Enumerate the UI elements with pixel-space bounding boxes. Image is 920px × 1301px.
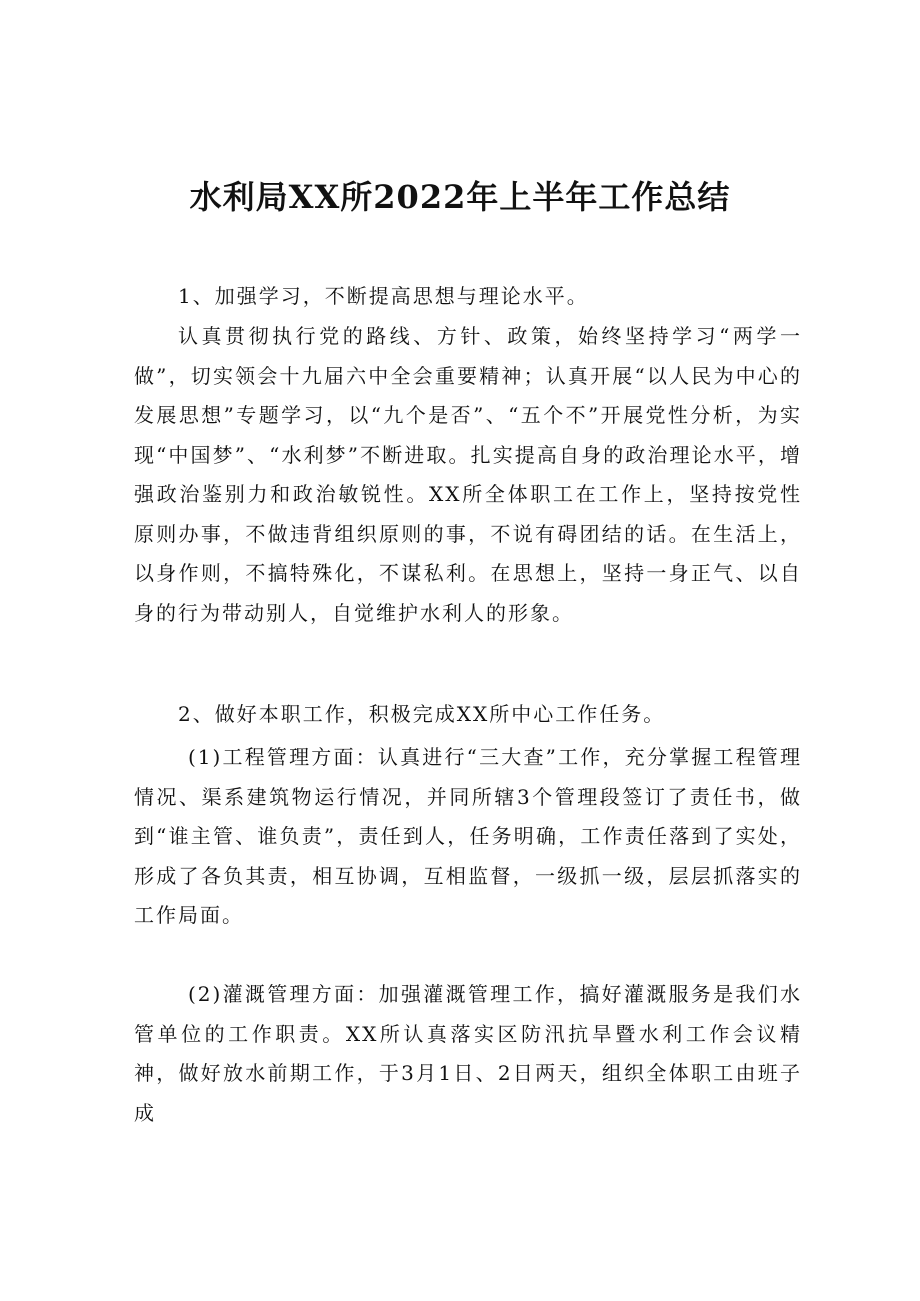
section-heading-1: 1、加强学习，不断提高思想与理论水平。: [178, 284, 589, 308]
paragraph-engineering-management: (1)工程管理方面：认真进行“三大查”工作，充分掌握工程管理情况、渠系建筑物运行情况，并同所辖3个管理段签订了责任书，做到“谁主管、谁负责”，责任到人，任务明确，工作责任落到了实处，形成了各负其责，相互协调，互相监督，一级抓一级，层层抓落实的工作局面。: [134, 745, 802, 927]
paragraph-study: 认真贯彻执行党的路线、方针、政策，始终坚持学习“两学一做”，切实领会十九届六中全会重要精神；认真开展“以人民为中心的发展思想”专题学习，以“九个是否”、“五个不”开展党性分析，为实现“中国梦”、“水利梦”不断进取。扎实提高自身的政治理论水平，增强政治鉴别力和政治敏锐性。XX所全体职工在工作上，坚持按党性原则办事，不做违背组织原则的事，不说有碍团结的话。在生活上，以身作则，不搞特殊化，不谋私利。在思想上，坚持一身正气、以自身的行为带动别人，自觉维护水利人的形象。: [134, 324, 802, 625]
paragraph-irrigation-management: (2)灌溉管理方面：加强灌溉管理工作，搞好灌溉服务是我们水管单位的工作职责。XX所认真落实区防汛抗旱暨水利工作会议精神，做好放水前期工作，于3月1日、2日两天，组织全体职工由班子成: [134, 982, 802, 1125]
document-title: 水利局XX所2022年上半年工作总结: [189, 178, 731, 216]
section-heading-2: 2、做好本职工作，积极完成XX所中心工作任务。: [178, 702, 666, 726]
